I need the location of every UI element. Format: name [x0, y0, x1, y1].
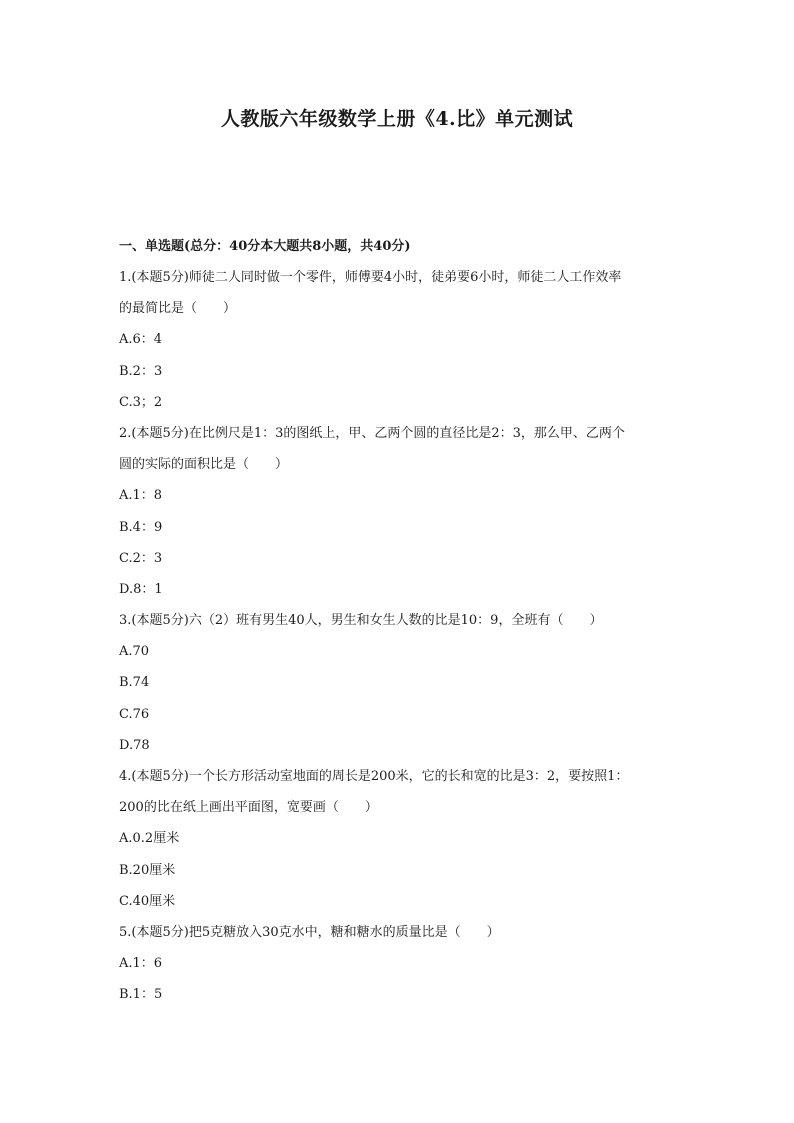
answer-option: C.2：3 — [119, 550, 163, 566]
answer-option: C.40厘米 — [119, 893, 176, 909]
question-stem-line: 的最简比是（ ） — [119, 301, 237, 317]
answer-option: A.0.2厘米 — [119, 831, 180, 847]
question-4 — [119, 763, 689, 919]
answer-option: A.1：8 — [119, 488, 163, 504]
answer-option: B.20厘米 — [119, 862, 176, 878]
answer-option: D.8：1 — [119, 581, 163, 597]
answer-option: B.2：3 — [119, 363, 163, 379]
answer-option: C.76 — [119, 706, 150, 722]
question-stem-line: 200的比在纸上画出平面图，宽要画（ ） — [119, 800, 378, 816]
question-3 — [119, 607, 689, 763]
answer-option: B.74 — [119, 675, 150, 691]
question-stem-line: 5.(本题5分)把5克糖放入30克水中，糖和糖水的质量比是（ ） — [119, 924, 500, 940]
answer-option: A.1：6 — [119, 956, 163, 972]
answer-option: B.1：5 — [119, 987, 163, 1003]
question-stem-line: 3.(本题5分)六（2）班有男生40人，男生和女生人数的比是10：9，全班有（ ） — [119, 613, 603, 629]
question-1 — [119, 264, 689, 420]
question-stem-line: 圆的实际的面积比是（ ） — [119, 457, 289, 473]
answer-option: D.78 — [119, 737, 150, 753]
answer-option: B.4：9 — [119, 519, 163, 535]
answer-option: C.3；2 — [119, 394, 163, 410]
document-title: 人教版六年级数学上册《4.比》单元测试 — [220, 108, 574, 130]
document-body — [119, 233, 689, 1013]
section-heading: 一、单选题(总分：40分本大题共8小题，共40分) — [119, 239, 411, 254]
question-stem-line: 1.(本题5分)师徒二人同时做一个零件，师傅要4小时，徒弟要6小时，师徒二人工作效率 — [119, 270, 622, 285]
answer-option: A.6：4 — [119, 332, 163, 348]
question-stem-line: 2.(本题5分)在比例尺是1：3的图纸上，甲、乙两个圆的直径比是2：3，那么甲、乙两个 — [119, 425, 625, 441]
question-5 — [119, 919, 689, 1013]
answer-option: A.70 — [119, 644, 150, 660]
question-stem-line: 4.(本题5分)一个长方形活动室地面的周长是200米，它的长和宽的比是3：2，要按照1： — [119, 769, 629, 784]
question-2 — [119, 420, 689, 607]
